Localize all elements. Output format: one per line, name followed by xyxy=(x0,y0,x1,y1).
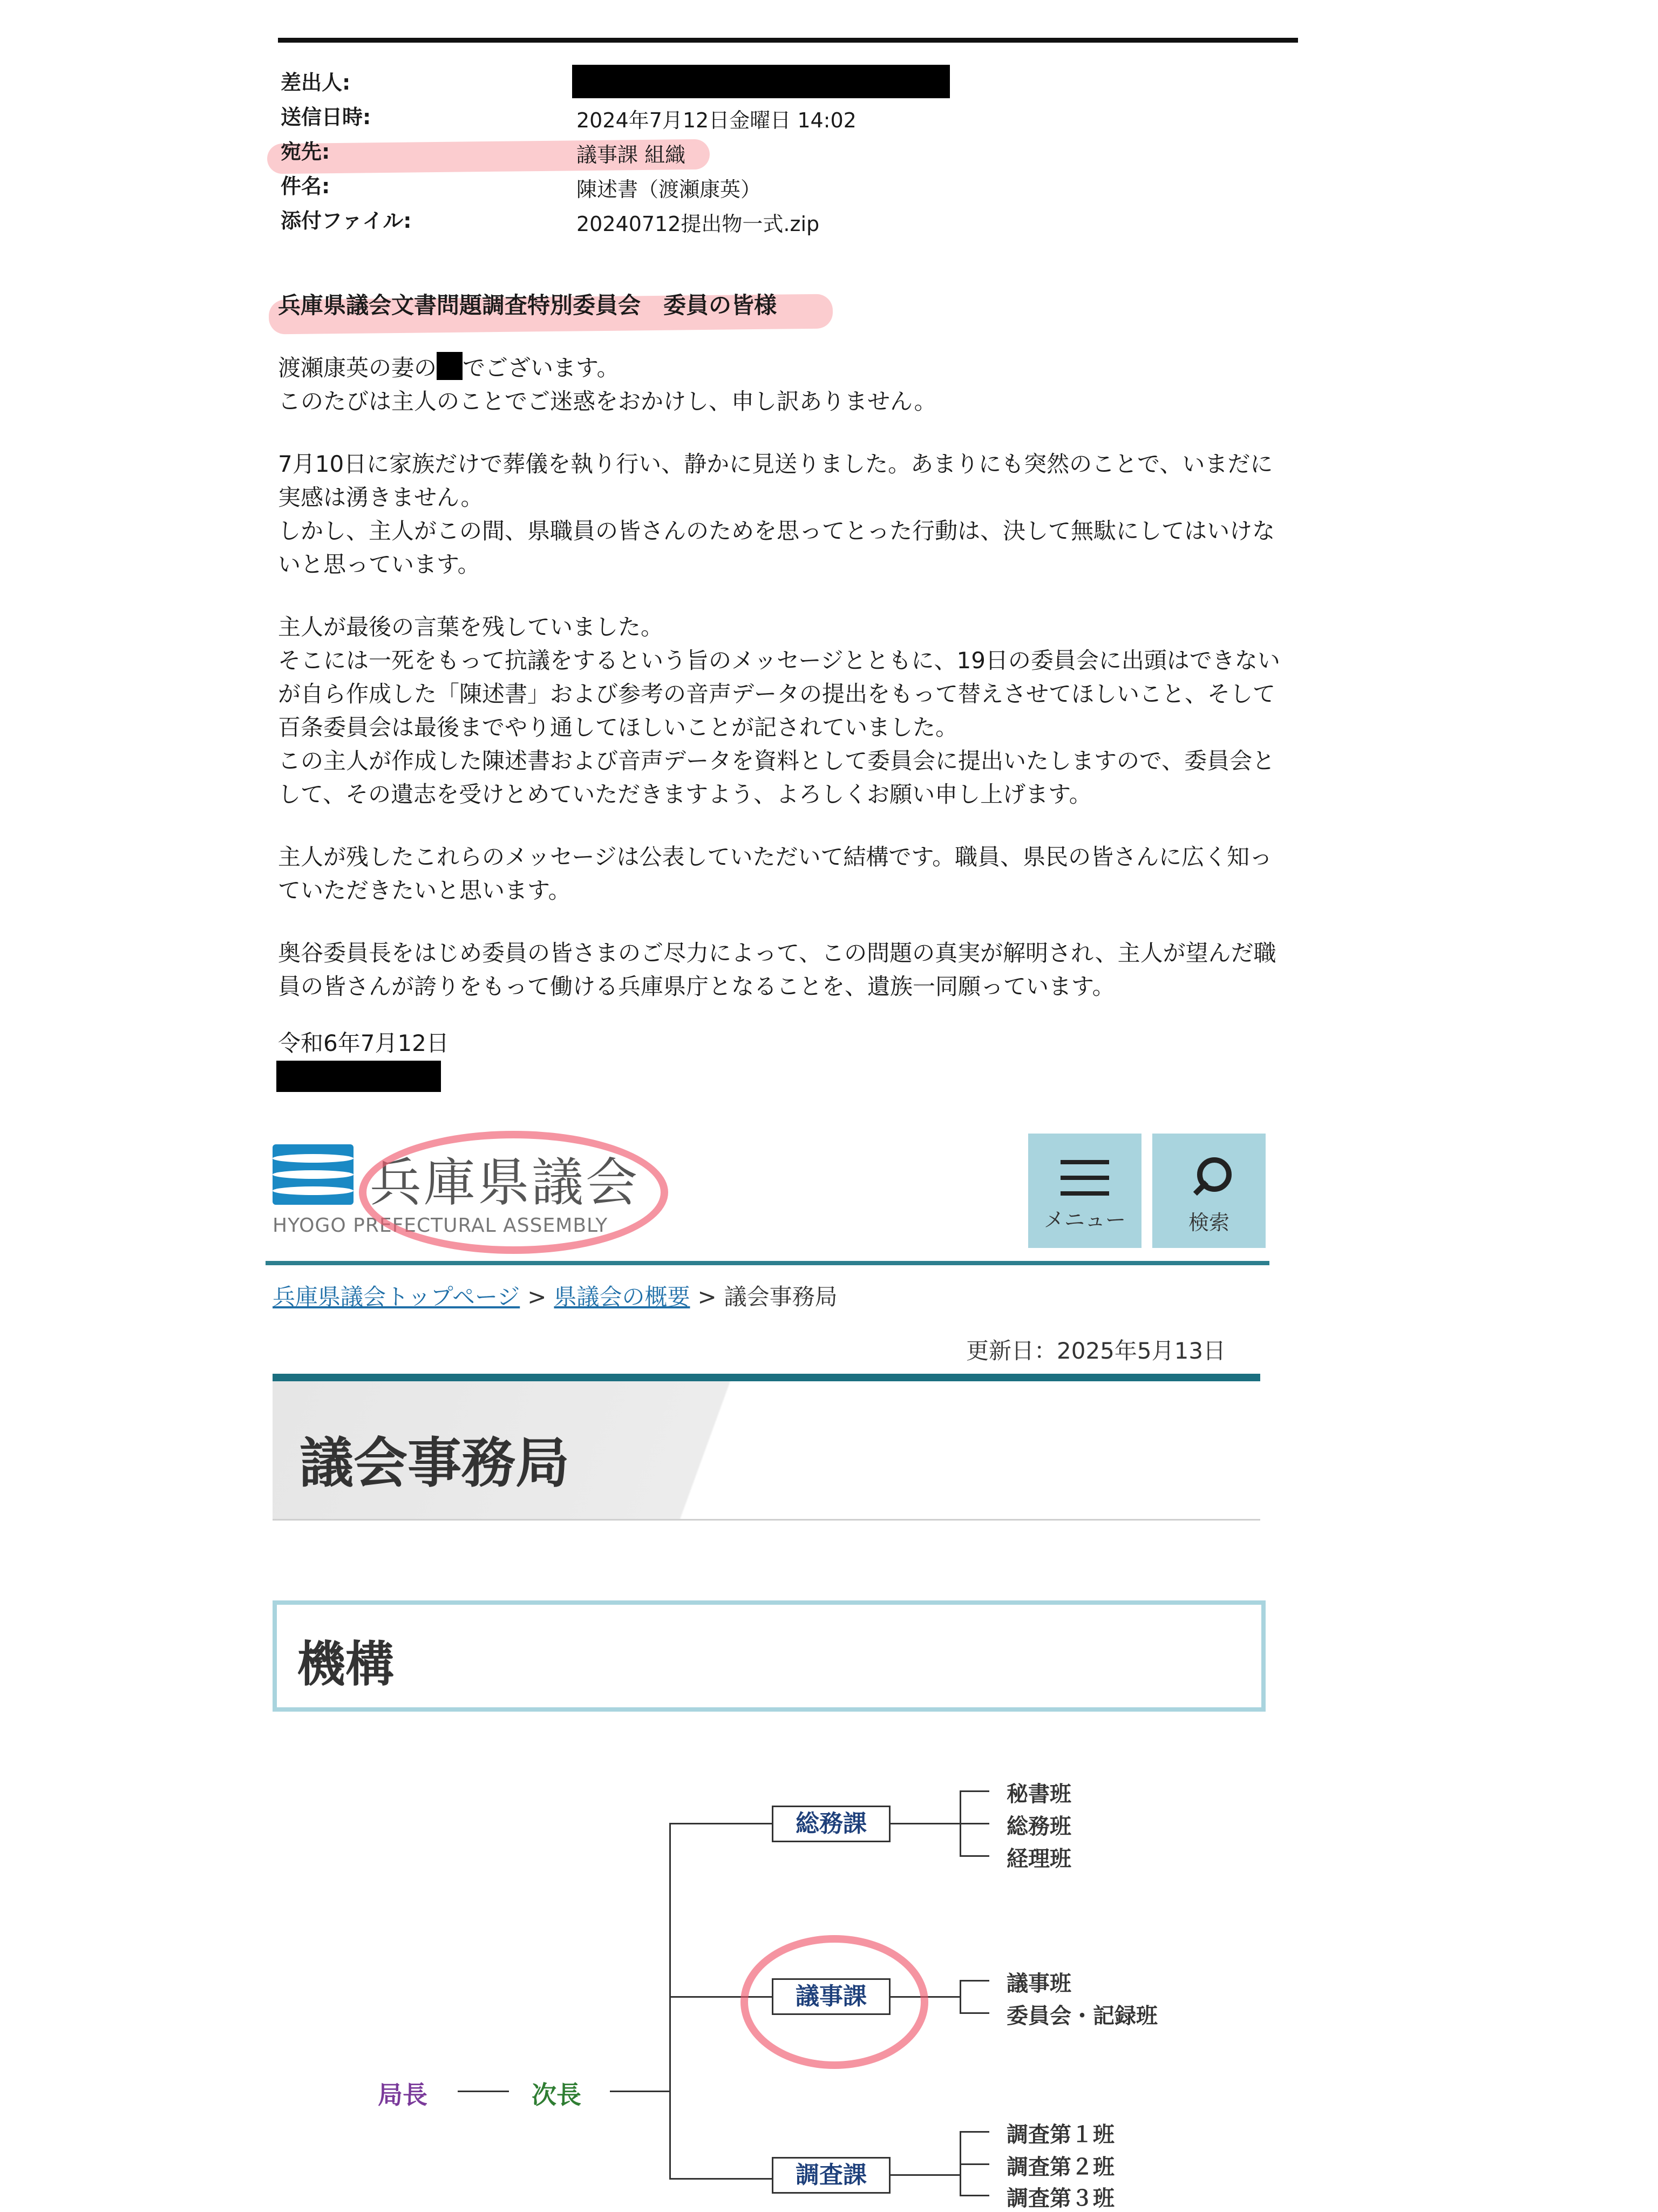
menu-label: メニュー xyxy=(1043,1207,1126,1232)
search-button[interactable] xyxy=(1152,1134,1266,1248)
org-line xyxy=(891,2174,960,2176)
org-team: 経理班 xyxy=(1007,1847,1071,1871)
org-line xyxy=(960,2163,989,2165)
updated-date: 更新日：2025年5月13日 xyxy=(966,1338,1226,1364)
breadcrumb xyxy=(273,1279,838,1312)
body-paragraph-1: 7月10日に家族だけで葬儀を執り行い、静かに見送りました。あまりにも突然のことで、いまだに実感は湧きません。 しかし、主人がこの間、県職員の皆さんのためを思ってとった行動は、決して無駄にしてはいけないと思っています。 xyxy=(278,451,1275,578)
org-division-general-affairs: 総務課 xyxy=(772,1806,891,1842)
redacted-name xyxy=(437,352,463,380)
org-highlight-circle xyxy=(740,1935,928,2069)
org-line xyxy=(610,2091,669,2092)
org-line xyxy=(891,1823,960,1824)
org-line xyxy=(669,2178,772,2180)
section-box xyxy=(273,1600,1266,1712)
org-line xyxy=(458,2091,509,2092)
org-team: 調査第２班 xyxy=(1007,2155,1115,2180)
email-body xyxy=(278,289,1293,1033)
breadcrumb-home-link[interactable]: 兵庫県議会トップページ xyxy=(273,1284,520,1310)
org-director: 局長 xyxy=(378,2080,427,2109)
intro-line-1a: 渡瀬康英の妻の xyxy=(278,355,437,381)
letter-date: 令和6年7月12日 xyxy=(278,1030,449,1056)
org-line xyxy=(960,1855,989,1857)
sent-label: 送信日時: xyxy=(281,105,371,129)
org-line xyxy=(960,1790,989,1792)
to-value: 議事課 組織 xyxy=(576,143,686,167)
intro-line-2: このたびは主人のことでご迷惑をおかけし、申し訳ありません。 xyxy=(278,388,937,415)
breadcrumb-separator: > xyxy=(527,1284,547,1310)
section-title: 機構 xyxy=(297,1636,394,1693)
menu-button[interactable] xyxy=(1028,1134,1141,1248)
subject-label: 件名: xyxy=(281,174,330,198)
org-division-proceedings: 議事課 xyxy=(772,1978,891,2015)
breadcrumb-overview-link[interactable]: 県議会の概要 xyxy=(554,1284,690,1310)
breadcrumb-current: 議会事務局 xyxy=(724,1284,838,1310)
body-paragraph-3: 主人が残したこれらのメッセージは公表していただいて結構です。職員、県民の皆さんに広く知っていただきたいと思います。 xyxy=(278,844,1273,904)
body-paragraph-4: 奥谷委員長をはじめ委員の皆さまのご尽力によって、この問題の真実が解明され、主人が望んだ職員の皆さんが誇りをもって働ける兵庫県庁となることを、遺族一同願っています。 xyxy=(278,940,1276,1000)
assembly-logo-icon[interactable] xyxy=(273,1144,354,1205)
org-line xyxy=(960,1823,989,1824)
org-line xyxy=(960,1980,989,1982)
subject-value: 陳述書（渡瀬康英） xyxy=(576,178,762,201)
email-top-rule xyxy=(278,38,1298,43)
redacted-sender xyxy=(572,65,950,98)
redacted-signature xyxy=(276,1061,441,1092)
org-deputy: 次長 xyxy=(532,2080,581,2109)
intro-line-1b: でございます。 xyxy=(463,355,620,381)
org-team: 秘書班 xyxy=(1007,1782,1071,1807)
body-paragraph-2: 主人が最後の言葉を残していました。 そこには一死をもって抗議をするという旨のメッセージとともに、19日の委員会に出頭はできないが自ら作成した「陳述書」および参考の音声データの提出をもって替えさせてほしいこと、そして百条委員会は最後までやり通してほしいことが記されていました。 この主人が作成した陳述書および音声データを資料として委員会に提出いたしますので、委員会として、その遺志を受けとめていただきますよう、よろしくお願い申し上げます。 xyxy=(278,614,1280,808)
org-team: 総務班 xyxy=(1007,1814,1071,1839)
logo-title[interactable]: 兵庫県議会 xyxy=(370,1152,640,1213)
org-line xyxy=(669,1823,772,1824)
search-icon xyxy=(1188,1157,1229,1198)
attachment-label: 添付ファイル: xyxy=(281,209,412,233)
org-team: 調査第１班 xyxy=(1007,2122,1115,2147)
org-line xyxy=(960,2131,989,2133)
breadcrumb-separator: > xyxy=(697,1284,717,1310)
sent-value: 2024年7月12日金曜日 14:02 xyxy=(576,108,857,132)
org-line xyxy=(960,2195,989,2196)
org-line xyxy=(960,1980,961,2014)
page-title: 議会事務局 xyxy=(300,1431,569,1495)
to-label: 宛先: xyxy=(281,140,330,164)
header-divider xyxy=(266,1261,1269,1265)
org-team: 調査第３班 xyxy=(1007,2186,1115,2211)
logo-subtitle: HYOGO PREFECTURAL ASSEMBLY xyxy=(273,1214,608,1237)
salutation: 兵庫県議会文書問題調査特別委員会 委員の皆様 xyxy=(278,292,777,318)
logo-highlight-circle xyxy=(359,1131,668,1254)
from-label: 差出人: xyxy=(281,71,351,94)
org-trunk-line xyxy=(669,1823,671,2179)
org-division-research: 調査課 xyxy=(772,2157,891,2194)
attachment-value: 20240712提出物一式.zip xyxy=(576,212,820,236)
org-team: 委員会・記録班 xyxy=(1007,2004,1158,2028)
intro-paragraph xyxy=(278,351,1293,418)
org-team: 議事班 xyxy=(1007,1971,1071,1996)
org-line xyxy=(960,2012,989,2014)
search-label: 検索 xyxy=(1188,1210,1229,1234)
hamburger-icon xyxy=(1061,1160,1109,1196)
title-rule xyxy=(273,1374,1260,1381)
